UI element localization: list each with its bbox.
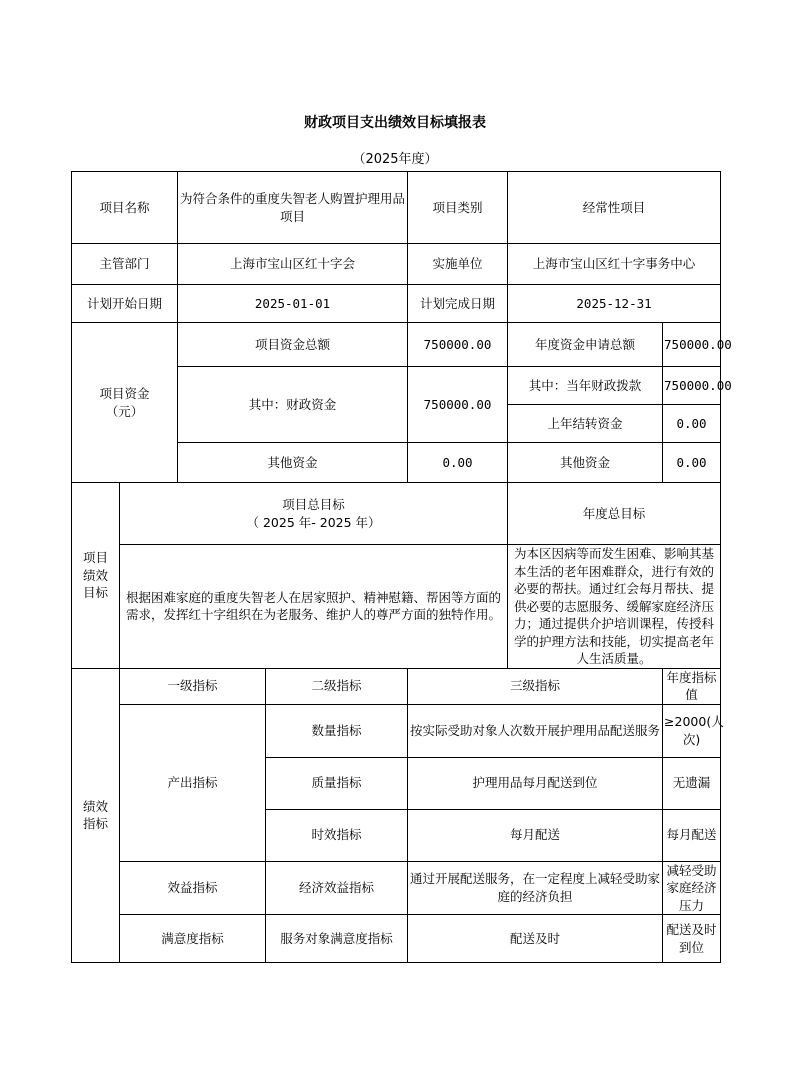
dept-label: 主管部门 <box>72 244 178 285</box>
current-alloc-value: 750000.00 <box>663 367 721 405</box>
row-project-name <box>72 172 721 244</box>
category-value: 经常性项目 <box>508 172 721 244</box>
header-level1: 一级指标 <box>120 668 266 704</box>
level2-cell: 时效指标 <box>266 809 408 861</box>
row-goal-headers <box>72 483 721 545</box>
carryover-value: 0.00 <box>663 405 721 443</box>
table-row <box>72 915 721 963</box>
header-level3: 三级指标 <box>408 668 663 704</box>
row-dates <box>72 285 721 323</box>
project-name-value: 为符合条件的重度失智老人购置护理用品项目 <box>178 172 408 244</box>
unit-label: 实施单位 <box>408 244 508 285</box>
table-row <box>72 861 721 915</box>
other-funds-left-value: 0.00 <box>408 443 508 483</box>
value-cell: 无遗漏 <box>663 757 721 809</box>
annual-request-label: 年度资金申请总额 <box>508 323 663 367</box>
page-title: 财政项目支出绩效目标填报表 <box>304 115 486 131</box>
row-funds-total <box>72 323 721 367</box>
level3-cell: 按实际受助对象人次数开展护理用品配送服务 <box>408 704 663 757</box>
row-dept <box>72 244 721 285</box>
start-date-label: 计划开始日期 <box>72 285 178 323</box>
overall-goal-header: 项目总目标 （ 2025 年- 2025 年） <box>120 483 508 545</box>
annual-goal-header: 年度总目标 <box>508 483 721 545</box>
goals-label: 项目 绩效 目标 <box>72 483 120 669</box>
level2-cell: 质量指标 <box>266 757 408 809</box>
benefit-indicator-label: 效益指标 <box>120 861 266 915</box>
category-label: 项目类别 <box>408 172 508 244</box>
level2-cell: 数量指标 <box>266 704 408 757</box>
annual-goal-text: 为本区因病等而发生困难、影响其基本生活的老年困难群众，进行有效的必要的帮扶。通过红会每月帮扶、提供必要的志愿服务、缓解家庭经济压力；通过提供介护培训课程，传授科学的护理方法和技能，切实提高老年人生活质量。 <box>508 545 721 669</box>
other-funds-right-label: 其他资金 <box>508 443 663 483</box>
funds-label: 项目资金 （元） <box>72 323 178 483</box>
carryover-label: 上年结转资金 <box>508 405 663 443</box>
value-cell: 减轻受助家庭经济压力 <box>663 861 721 915</box>
header-level2: 二级指标 <box>266 668 408 704</box>
current-alloc-label: 其中：当年财政拨款 <box>508 367 663 405</box>
level3-cell: 通过开展配送服务，在一定程度上减轻受助家庭的经济负担 <box>408 861 663 915</box>
indicators-label: 绩效 指标 <box>72 668 120 963</box>
project-name-label: 项目名称 <box>72 172 178 244</box>
level2-cell: 经济效益指标 <box>266 861 408 915</box>
satisfaction-indicator-label: 满意度指标 <box>120 915 266 963</box>
value-cell: 每月配送 <box>663 809 721 861</box>
value-cell: 配送及时到位 <box>663 915 721 963</box>
annual-request-value: 750000.00 <box>663 323 721 367</box>
other-funds-right-value: 0.00 <box>663 443 721 483</box>
end-date-value: 2025-12-31 <box>508 285 721 323</box>
funds-total-label: 项目资金总额 <box>178 323 408 367</box>
level2-cell: 服务对象满意度指标 <box>266 915 408 963</box>
header-annual-value: 年度指标值 <box>663 668 721 704</box>
other-funds-left-label: 其他资金 <box>178 443 408 483</box>
level3-cell: 每月配送 <box>408 809 663 861</box>
unit-value: 上海市宝山区红十字事务中心 <box>508 244 721 285</box>
row-goal-texts <box>72 545 721 669</box>
start-date-value: 2025-01-01 <box>178 285 408 323</box>
overall-goal-text: 根据困难家庭的重度失智老人在居家照护、精神慰籍、帮困等方面的需求，发挥红十字组织在为老服务、维护人的尊严方面的独特作用。 <box>120 545 508 669</box>
level3-cell: 配送及时 <box>408 915 663 963</box>
level3-cell: 护理用品每月配送到位 <box>408 757 663 809</box>
performance-goal-form <box>71 171 732 963</box>
dept-value: 上海市宝山区红十字会 <box>178 244 408 285</box>
row-indicator-headers <box>72 668 721 704</box>
value-cell: ≥2000(人次) <box>663 704 721 757</box>
year-caption: （2025年度） <box>352 152 438 167</box>
output-indicator-label: 产出指标 <box>120 704 266 861</box>
table-row <box>72 704 721 757</box>
end-date-label: 计划完成日期 <box>408 285 508 323</box>
fiscal-funds-value: 750000.00 <box>408 367 508 443</box>
fiscal-funds-label: 其中：财政资金 <box>178 367 408 443</box>
funds-total-value: 750000.00 <box>408 323 508 367</box>
